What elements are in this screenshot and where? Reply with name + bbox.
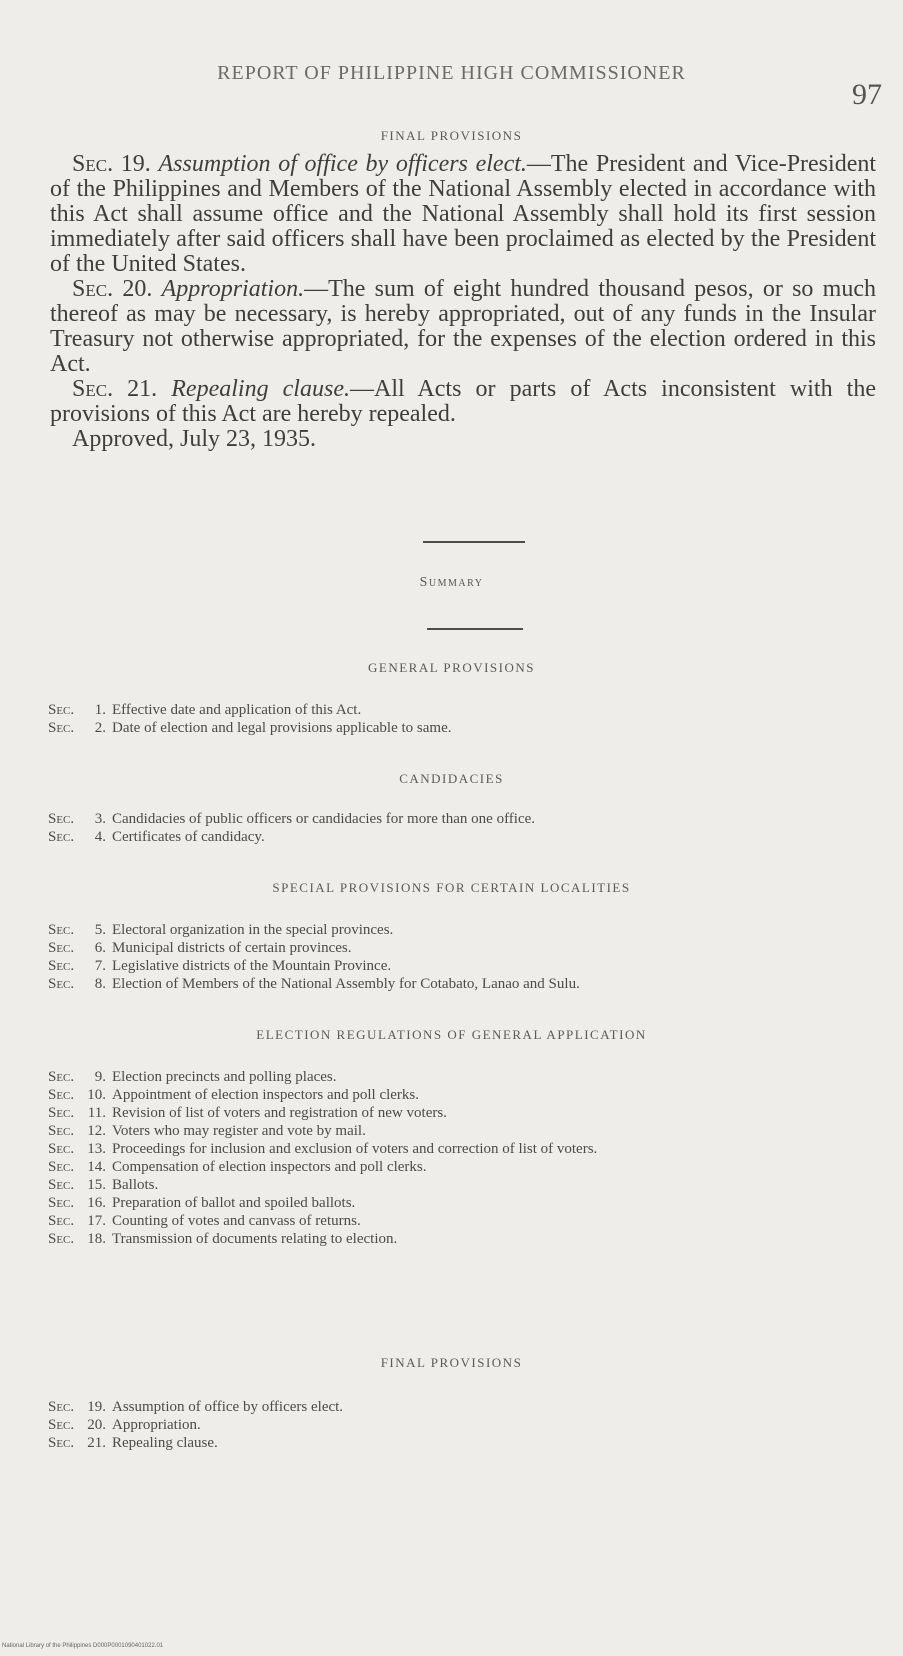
group-heading: FINAL PROVISIONS (380, 1355, 523, 1370)
list-item: Sec. 20. Appropriation. (48, 1417, 201, 1433)
section-paragraph (50, 277, 876, 377)
list-item: Sec. 15. Ballots. (48, 1177, 159, 1193)
summary-group-general (48, 701, 878, 737)
list-item: Sec. 14. Compensation of election inspectors and poll clerks. (48, 1159, 427, 1175)
section-title: Assumption of office by officers elect. (158, 151, 527, 177)
list-item: Sec. 6. Municipal districts of certain provinces. (48, 940, 352, 956)
group-heading: ELECTION REGULATIONS OF GENERAL APPLICATION (256, 1027, 647, 1042)
section-number: Sec. 21. (72, 376, 158, 402)
list-item: Sec. 12. Voters who may register and vote by mail. (48, 1123, 366, 1139)
page-number: 97 (852, 78, 882, 111)
list-item: Sec. 17. Counting of votes and canvass of returns. (48, 1213, 361, 1229)
summary-group-special (48, 921, 878, 993)
running-head: REPORT OF PHILIPPINE HIGH COMMISSIONER (217, 62, 686, 84)
section-paragraph (50, 377, 876, 427)
section-paragraph (50, 152, 876, 277)
list-item: Sec. 5. Electoral organization in the special provinces. (48, 922, 394, 938)
list-item: Sec. 4. Certificates of candidacy. (48, 829, 265, 845)
list-item: Sec. 16. Preparation of ballot and spoiled ballots. (48, 1195, 356, 1211)
list-item: Sec. 10. Appointment of election inspectors and poll clerks. (48, 1087, 420, 1103)
approved-date: Approved, July 23, 1935. (72, 426, 316, 452)
divider-rule (427, 628, 523, 630)
summary-title: Summary (419, 575, 484, 590)
section-text: —All Acts or parts of Acts inconsistent with the provisions of this Act are hereby repealed. (50, 376, 876, 427)
summary-group-candidacies (48, 810, 878, 846)
section-heading-final-provisions: FINAL PROVISIONS (380, 128, 523, 143)
summary-group-final (48, 1398, 878, 1452)
list-item: Sec. 7. Legislative districts of the Mountain Province. (48, 958, 392, 974)
list-item: Sec. 21. Repealing clause. (48, 1435, 218, 1451)
list-item: Sec. 2. Date of election and legal provisions applicable to same. (48, 720, 452, 736)
footer-credit: National Library of the Philippines D000P0001090401022.01 (2, 1643, 164, 1649)
group-heading: CANDIDACIES (399, 771, 504, 786)
summary-group-regulations (48, 1068, 878, 1248)
list-item: Sec. 3. Candidacies of public officers or candidacies for more than one office. (48, 811, 536, 827)
list-item: Sec. 11. Revision of list of voters and registration of new voters. (48, 1105, 447, 1121)
section-number: Sec. 20. (72, 276, 153, 302)
list-item: Sec. 9. Election precincts and polling places. (48, 1069, 337, 1085)
section-text: —The sum of eight hundred thousand pesos, or so much thereof as may be necessary, is hereby appropriated, out of any funds in the Insular Treasury not otherwise appropriated, for the expenses of the election ordered in this Act. (50, 276, 877, 377)
list-item: Sec. 19. Assumption of office by officers elect. (48, 1399, 344, 1415)
list-item: Sec. 13. Proceedings for inclusion and exclusion of voters and correction of list of voters. (48, 1141, 598, 1157)
divider-rule (423, 541, 525, 543)
group-heading: SPECIAL PROVISIONS FOR CERTAIN LOCALITIES (272, 880, 631, 895)
group-heading: GENERAL PROVISIONS (368, 660, 535, 675)
list-item: Sec. 1. Effective date and application of this Act. (48, 702, 362, 718)
list-item: Sec. 18. Transmission of documents relating to election. (48, 1231, 398, 1247)
section-title: Repealing clause. (171, 376, 350, 402)
section-title: Appropriation. (161, 276, 305, 302)
list-item: Sec. 8. Election of Members of the National Assembly for Cotabato, Lanao and Sulu. (48, 976, 580, 992)
section-text: —The President and Vice-President of the Philippines and Members of the National Assembly elected in accordance with this Act shall assume office and the National Assembly shall hold its first session immediately after said officers shall have been proclaimed as elected by the President of the United States. (50, 151, 877, 277)
section-number: Sec. 19. (72, 151, 151, 177)
final-provisions-body (50, 152, 876, 452)
